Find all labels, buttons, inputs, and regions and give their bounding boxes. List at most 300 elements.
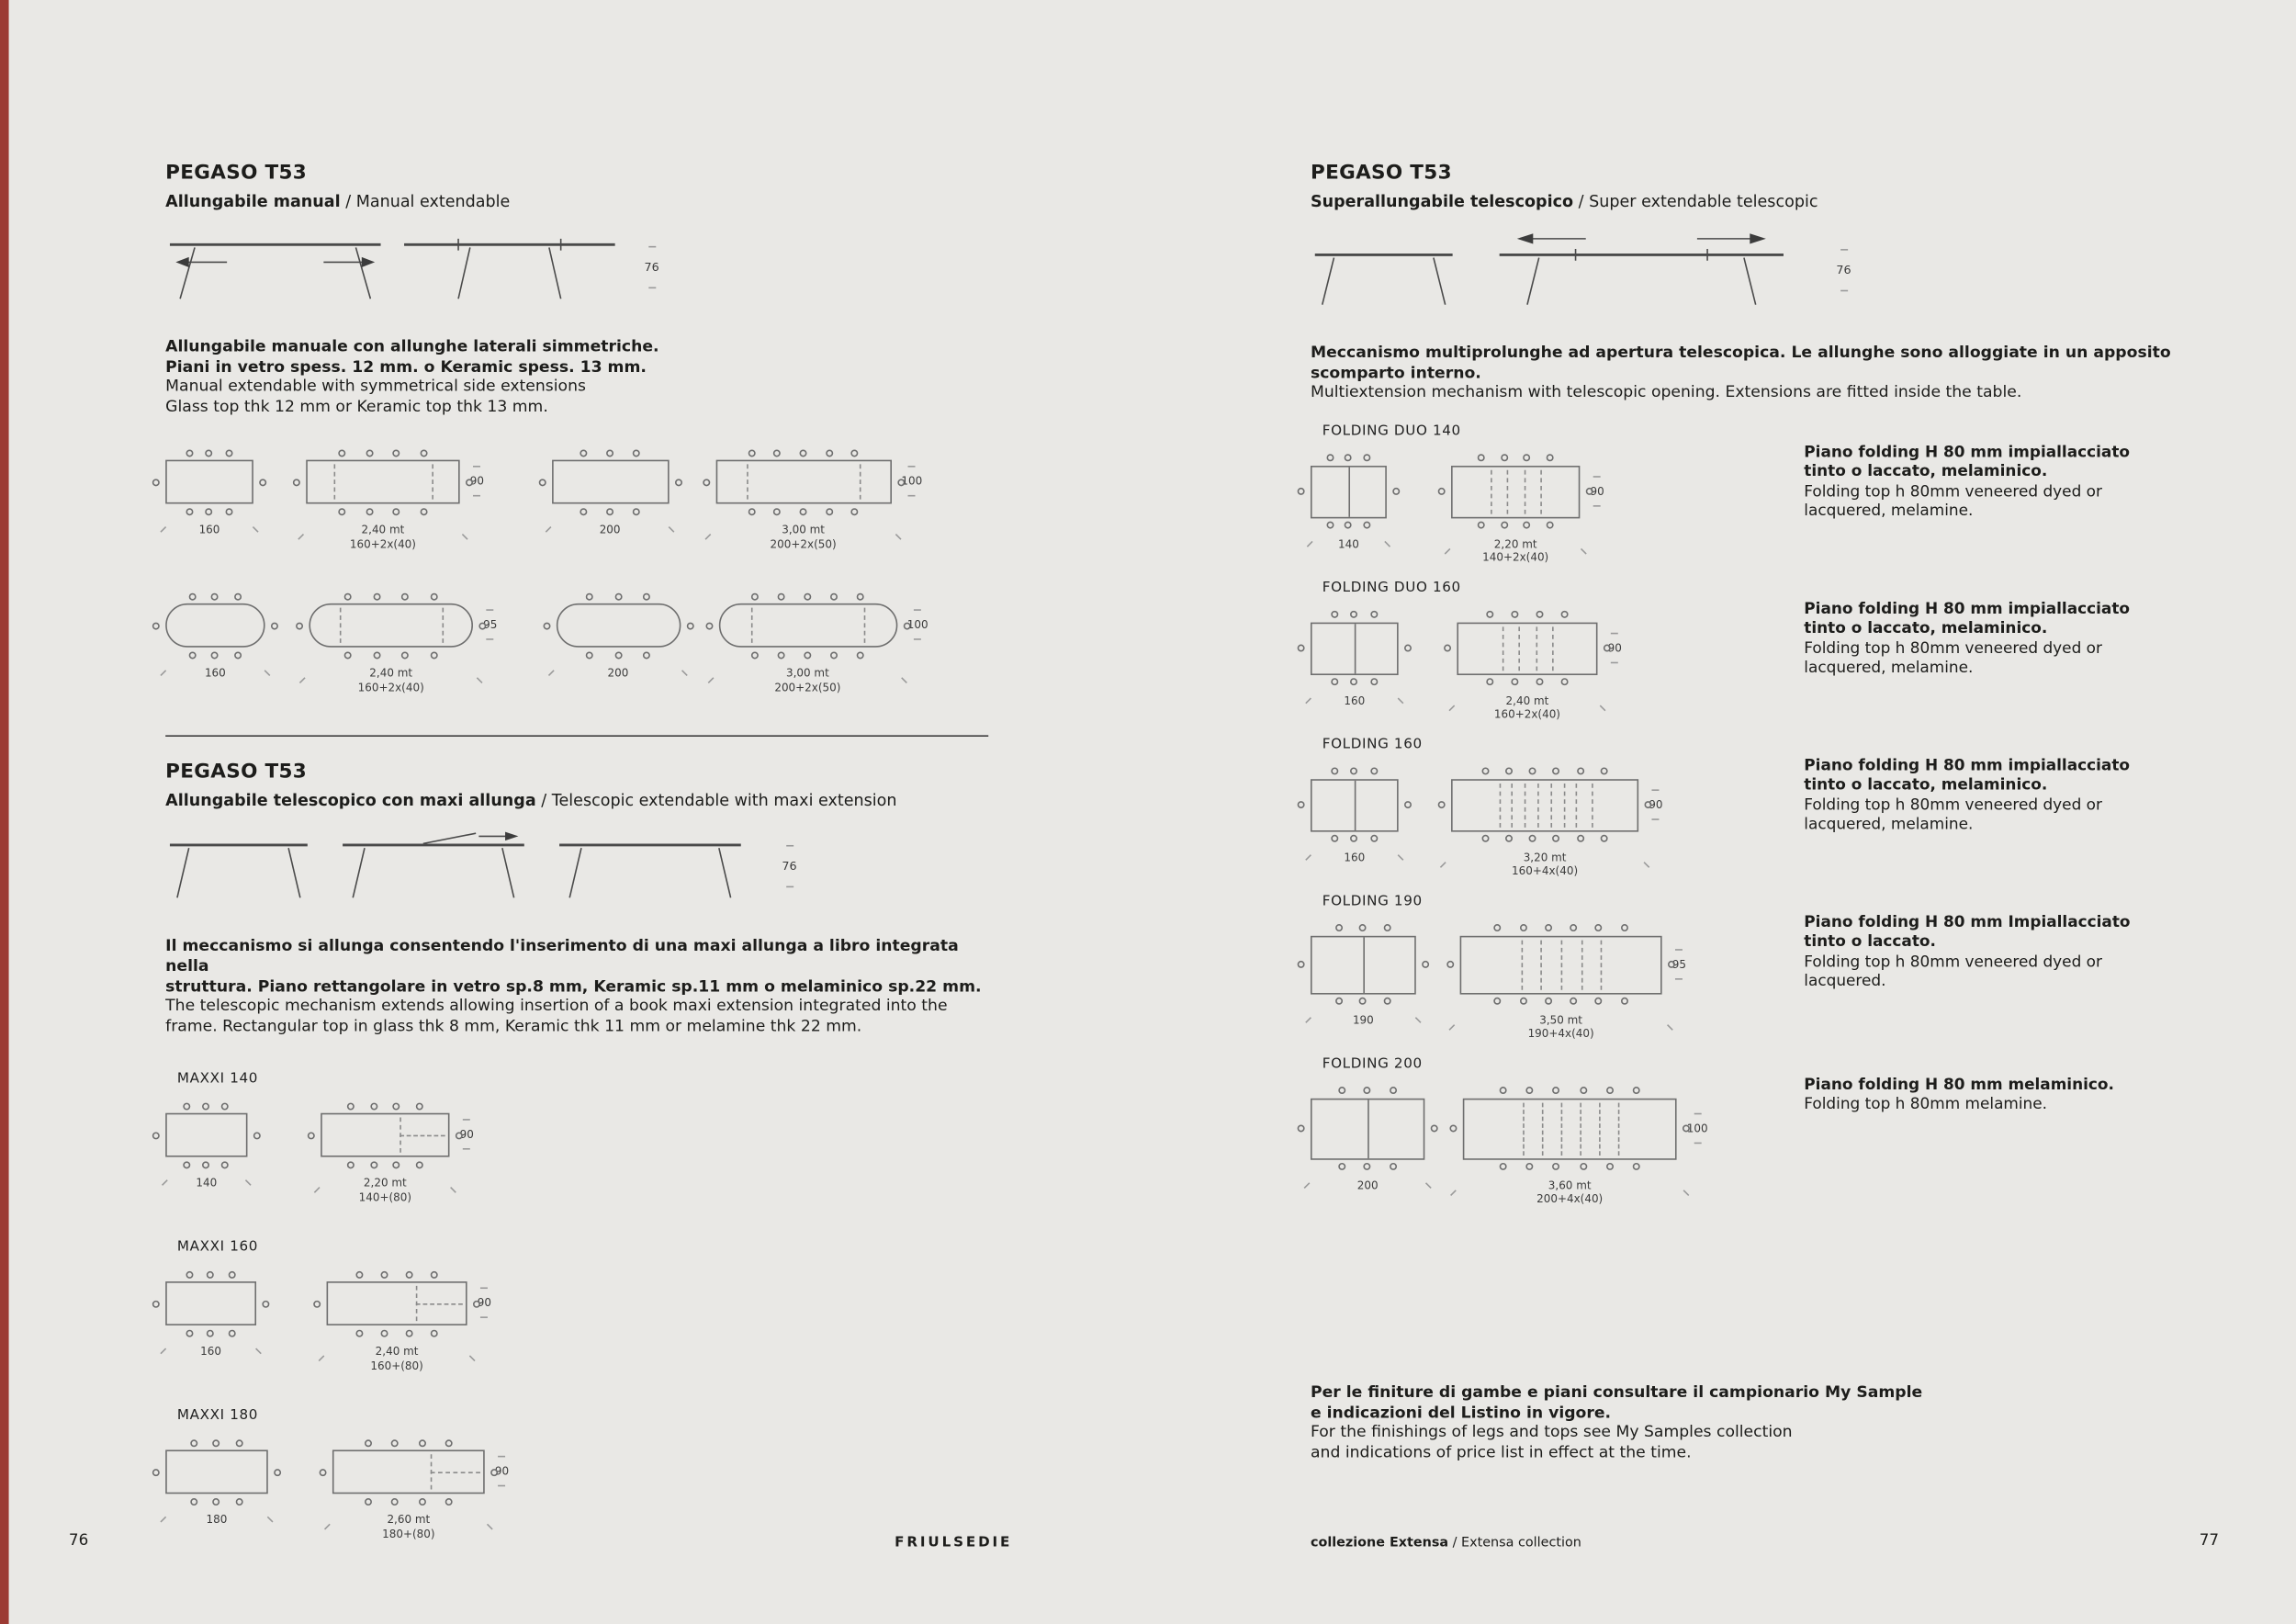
extension-dash bbox=[1581, 940, 1582, 989]
chairs-row bbox=[173, 1270, 249, 1280]
dim-tick bbox=[255, 1348, 262, 1355]
extension-dash bbox=[1563, 784, 1565, 828]
chair-icon bbox=[800, 508, 807, 515]
chair-icon bbox=[1633, 1163, 1640, 1170]
chair-icon bbox=[473, 1301, 480, 1308]
chair-icon bbox=[1383, 998, 1390, 1005]
dim-tick bbox=[480, 1317, 488, 1319]
width-label bbox=[323, 1514, 494, 1541]
brand-footer: FRIULSEDIE bbox=[895, 1534, 1013, 1551]
fold-seam bbox=[1348, 467, 1350, 516]
dim-tick bbox=[786, 885, 793, 887]
dim-value: 95 bbox=[483, 618, 498, 632]
chair-icon bbox=[1298, 802, 1305, 809]
dim-value: 160 bbox=[200, 1345, 222, 1359]
width-label bbox=[161, 1177, 253, 1190]
chair-icon bbox=[1298, 488, 1305, 495]
chairs-row bbox=[729, 507, 877, 516]
width-label bbox=[548, 667, 688, 680]
table-outline bbox=[1460, 935, 1662, 994]
chair-icon bbox=[614, 651, 622, 659]
width-label bbox=[1447, 1013, 1673, 1041]
chair-icon bbox=[686, 622, 693, 629]
dim-tick bbox=[1694, 1112, 1701, 1114]
dim-tick bbox=[1415, 1017, 1422, 1023]
extension-dash bbox=[864, 608, 866, 643]
table-mid bbox=[1311, 466, 1387, 518]
page-number-left: 76 bbox=[68, 1531, 89, 1550]
table-mid bbox=[1457, 622, 1597, 674]
width-label bbox=[1305, 694, 1403, 706]
dim-tick bbox=[487, 610, 494, 612]
width-label bbox=[1304, 1179, 1432, 1191]
dim-tick bbox=[914, 610, 921, 612]
dim-tick bbox=[1599, 705, 1605, 711]
chairs-row bbox=[1466, 834, 1623, 843]
text-line: Meccanismo multiprolunghe ad apertura telescopica. Le allunghe sono alloggiate in un apposito bbox=[1310, 343, 2171, 362]
dim-tick bbox=[1675, 949, 1683, 951]
table-side-view-closed bbox=[165, 831, 311, 902]
chairs-row bbox=[173, 1329, 249, 1338]
collection-name: collezione Extensa bbox=[1310, 1536, 1449, 1551]
chair-icon bbox=[1524, 455, 1531, 462]
chairs-row bbox=[1476, 997, 1646, 1006]
dim-value: 3,50 mt 190+4x(40) bbox=[1527, 1012, 1594, 1041]
chairs-row bbox=[561, 507, 659, 516]
chair-icon bbox=[642, 651, 649, 659]
chair-icon bbox=[1524, 522, 1531, 529]
dim-tick bbox=[681, 671, 687, 677]
dim-value: 100 bbox=[906, 618, 929, 632]
dim-value: 2,20 mt 140+2x(40) bbox=[1482, 536, 1549, 565]
chair-icon bbox=[748, 449, 755, 457]
chair-icon bbox=[391, 1439, 399, 1447]
dim-value: 2,60 mt 180+(80) bbox=[382, 1513, 435, 1541]
table-outline bbox=[551, 460, 669, 504]
chair-icon bbox=[1501, 522, 1508, 529]
table-side-view-extended bbox=[400, 231, 619, 302]
fold-dash bbox=[431, 1472, 480, 1474]
model-row bbox=[1311, 423, 2259, 565]
chairs-row bbox=[1461, 454, 1570, 463]
subtitle-bold: Allungabile telescopico con maxi allunga bbox=[165, 791, 536, 811]
dim-tick bbox=[1444, 548, 1450, 555]
extension-dash bbox=[333, 465, 335, 500]
chair-icon bbox=[1422, 961, 1429, 968]
text-line: Piano folding H 80 mm impiallacciato bbox=[1804, 756, 2131, 775]
subtitle-rest: / Telescopic extendable with maxi extension bbox=[535, 791, 897, 811]
chair-icon bbox=[1351, 768, 1358, 775]
model-note bbox=[1804, 423, 2173, 565]
dim-tick bbox=[252, 527, 258, 534]
model-block bbox=[165, 1071, 988, 1204]
chairs-row bbox=[733, 651, 883, 660]
chair-icon bbox=[152, 1132, 160, 1139]
chairs-row bbox=[174, 651, 257, 660]
chair-icon bbox=[586, 593, 593, 601]
text-line: Piano folding H 80 mm impiallacciato bbox=[1804, 443, 2131, 461]
table-mid bbox=[556, 603, 681, 648]
model-diagrams bbox=[1311, 423, 1804, 565]
chair-icon bbox=[1494, 925, 1502, 932]
dim-value: 95 bbox=[1671, 957, 1687, 971]
chairs-row bbox=[331, 1102, 439, 1111]
dim-value: 90 bbox=[1649, 797, 1663, 811]
chair-icon bbox=[1444, 645, 1451, 652]
extend-arrow-right-icon bbox=[505, 832, 518, 841]
chair-icon bbox=[1446, 961, 1454, 968]
dim-tick bbox=[1304, 1182, 1311, 1189]
depth-dimension bbox=[907, 610, 929, 640]
model-diagrams bbox=[1311, 893, 1804, 1041]
chair-icon bbox=[1580, 1163, 1587, 1170]
chair-icon bbox=[1351, 611, 1358, 618]
dim-tick bbox=[161, 1180, 167, 1187]
text-line: Folding top h 80mm veneered dyed or bbox=[1804, 795, 2102, 814]
dim-tick bbox=[1307, 541, 1313, 547]
chair-icon bbox=[538, 479, 546, 486]
chair-icon bbox=[1359, 998, 1367, 1005]
chair-icon bbox=[1327, 522, 1334, 529]
table-outline bbox=[332, 1450, 485, 1494]
dim-value: 160 bbox=[1344, 694, 1366, 707]
chair-icon bbox=[366, 508, 373, 515]
chair-icon bbox=[262, 1301, 269, 1308]
dim-tick bbox=[1683, 1190, 1689, 1196]
dim-value: 90 bbox=[477, 1296, 491, 1310]
dim-tick bbox=[473, 467, 480, 468]
text-line: Il meccanismo si allunga consentendo l'inserimento di una maxi allunga a libro integrata nella bbox=[165, 936, 959, 976]
table-mid bbox=[327, 1282, 467, 1326]
chair-icon bbox=[1536, 679, 1544, 686]
table-top-view-extended bbox=[327, 1268, 467, 1373]
table-top-view-extended bbox=[1463, 1083, 1677, 1206]
description bbox=[165, 337, 988, 417]
chair-icon bbox=[1298, 645, 1305, 652]
dim-value: 200 bbox=[607, 667, 629, 681]
dim-value: 2,40 mt 160+2x(40) bbox=[349, 523, 416, 551]
chair-icon bbox=[401, 651, 409, 659]
chair-icon bbox=[406, 1271, 413, 1279]
text-line: Folding top h 80mm melamine. bbox=[1804, 1095, 2048, 1114]
chair-icon bbox=[705, 622, 713, 629]
dim-tick bbox=[914, 639, 921, 641]
chair-icon bbox=[208, 1271, 215, 1279]
chair-icon bbox=[1477, 455, 1484, 462]
chair-icon bbox=[1331, 768, 1338, 775]
width-label bbox=[160, 667, 271, 680]
chair-icon bbox=[1595, 925, 1603, 932]
dim-value: 3,00 mt 200+2x(50) bbox=[770, 523, 837, 551]
chair-icon bbox=[1338, 1163, 1345, 1170]
chair-icon bbox=[293, 479, 300, 486]
chair-icon bbox=[1561, 611, 1569, 618]
chair-icon bbox=[466, 479, 473, 486]
chair-icon bbox=[186, 1271, 194, 1279]
dim-value: 90 bbox=[1590, 484, 1604, 498]
table-side-view-closed bbox=[1311, 231, 1457, 308]
text-line: struttura. Piano rettangolare in vetro sp.8 mm, Keramic sp.11 mm o melaminico sp.22 mm. bbox=[165, 976, 982, 996]
table-outline bbox=[1463, 1098, 1677, 1159]
chair-icon bbox=[1486, 679, 1493, 686]
table-mid bbox=[321, 1113, 449, 1157]
side-view-row bbox=[165, 231, 988, 302]
chair-icon bbox=[190, 1439, 197, 1447]
width-label bbox=[1305, 851, 1403, 863]
extension-dash bbox=[1542, 1102, 1544, 1155]
chairs-row bbox=[1319, 997, 1407, 1006]
extension-dash bbox=[1561, 1102, 1563, 1155]
text-line: Folding top h 80mm veneered dyed or bbox=[1804, 639, 2102, 658]
chair-icon bbox=[1482, 768, 1490, 775]
table-top-view-closed bbox=[551, 445, 669, 536]
chair-icon bbox=[1331, 835, 1338, 842]
chair-icon bbox=[1345, 455, 1352, 462]
chair-icon bbox=[586, 651, 593, 659]
chair-icon bbox=[490, 1469, 498, 1476]
chair-icon bbox=[1506, 768, 1514, 775]
extension-dash bbox=[1491, 469, 1492, 513]
dim-value: 2,40 mt 160+(80) bbox=[370, 1345, 423, 1372]
chairs-row bbox=[172, 1160, 241, 1169]
chair-icon bbox=[1620, 998, 1627, 1005]
dim-tick bbox=[901, 678, 907, 684]
model-diagrams bbox=[1311, 580, 1804, 722]
dim-tick bbox=[267, 1517, 274, 1523]
width-label bbox=[1306, 537, 1391, 550]
chair-icon bbox=[903, 622, 910, 629]
chair-icon bbox=[234, 651, 242, 659]
chair-icon bbox=[1606, 1087, 1614, 1094]
dim-tick bbox=[1840, 248, 1848, 250]
chairs-row bbox=[566, 651, 670, 660]
text-line: tinto o laccato. bbox=[1804, 932, 1936, 952]
dim-tick bbox=[499, 1456, 506, 1458]
table-outline bbox=[1457, 622, 1597, 674]
text-line: Folding top h 80mm veneered dyed or bbox=[1804, 953, 2102, 971]
chair-icon bbox=[1331, 611, 1338, 618]
dim-tick bbox=[669, 527, 675, 534]
width-label bbox=[313, 1177, 457, 1204]
dim-tick bbox=[499, 1485, 506, 1487]
extension-dash bbox=[1541, 469, 1543, 513]
dim-tick bbox=[648, 287, 656, 288]
table-top-view-extended bbox=[1457, 607, 1597, 721]
dim-tick bbox=[1593, 505, 1601, 507]
model-diagrams bbox=[1311, 737, 1804, 879]
chair-icon bbox=[1438, 802, 1446, 809]
chair-icon bbox=[826, 508, 833, 515]
dim-tick bbox=[1675, 978, 1683, 980]
chair-icon bbox=[401, 593, 409, 601]
extension-dash bbox=[1537, 784, 1539, 828]
chair-icon bbox=[152, 1469, 160, 1476]
table-mid bbox=[165, 1450, 268, 1494]
chair-icon bbox=[1390, 1087, 1397, 1094]
table-outline bbox=[1311, 779, 1399, 831]
chair-icon bbox=[431, 1271, 438, 1279]
chairs-row bbox=[1469, 611, 1587, 620]
dim-tick bbox=[908, 467, 916, 468]
text-line: and indications of price list in effect at the time. bbox=[1310, 1442, 1692, 1461]
page-title: PEGASO T53 bbox=[165, 161, 308, 185]
table-top-view-extended bbox=[1460, 921, 1662, 1042]
chair-icon bbox=[1620, 925, 1627, 932]
chair-icon bbox=[1600, 768, 1607, 775]
chair-icon bbox=[1363, 522, 1370, 529]
extension-dash bbox=[861, 465, 862, 500]
table-side-view-extended bbox=[1495, 231, 1788, 308]
dim-tick bbox=[245, 1180, 252, 1187]
table-mid bbox=[1451, 779, 1638, 831]
model-name: MAXXI 160 bbox=[176, 1239, 259, 1256]
dim-tick bbox=[468, 1356, 475, 1362]
chair-icon bbox=[1529, 835, 1536, 842]
dim-value: 190 bbox=[1352, 1012, 1374, 1027]
table-top-view-closed bbox=[165, 1268, 256, 1359]
chair-icon bbox=[1536, 611, 1544, 618]
dim-tick bbox=[1581, 548, 1587, 555]
model-block bbox=[165, 1239, 988, 1372]
table-top-view-extended bbox=[309, 590, 473, 695]
chair-icon bbox=[189, 593, 197, 601]
chair-icon bbox=[614, 593, 622, 601]
chairs-row bbox=[319, 507, 448, 516]
dim-tick bbox=[487, 639, 494, 641]
chairs-row bbox=[1318, 834, 1391, 843]
chairs-row bbox=[338, 1270, 456, 1280]
section-divider bbox=[165, 736, 988, 738]
dim-tick bbox=[1449, 705, 1456, 711]
model-note bbox=[1804, 737, 2173, 879]
width-label bbox=[1440, 851, 1650, 878]
dim-tick bbox=[1397, 697, 1403, 704]
chair-icon bbox=[1545, 925, 1552, 932]
chair-icon bbox=[259, 479, 266, 486]
dim-tick bbox=[1643, 862, 1649, 868]
table-outline bbox=[1311, 622, 1399, 674]
text-line: lacquered. bbox=[1804, 972, 1886, 990]
chair-icon bbox=[778, 651, 785, 659]
chair-icon bbox=[751, 651, 759, 659]
fold-seam bbox=[1355, 624, 1356, 673]
chair-icon bbox=[393, 449, 400, 457]
chair-icon bbox=[606, 508, 613, 515]
dim-value: 100 bbox=[901, 475, 923, 489]
dim-tick bbox=[908, 496, 916, 498]
chairs-row bbox=[322, 651, 460, 660]
dim-tick bbox=[1397, 854, 1403, 861]
page-number-right: 77 bbox=[2199, 1531, 2220, 1550]
table-outline bbox=[165, 1450, 268, 1494]
chairs-row bbox=[1466, 767, 1623, 776]
table-mid bbox=[165, 603, 264, 648]
chairs-row bbox=[1480, 1163, 1660, 1172]
chair-icon bbox=[203, 1102, 210, 1110]
chair-icon bbox=[338, 449, 345, 457]
chairs-row bbox=[1476, 924, 1646, 933]
chair-icon bbox=[347, 1161, 355, 1168]
dim-tick bbox=[1385, 541, 1391, 547]
chair-icon bbox=[393, 508, 400, 515]
table-top-view-closed bbox=[165, 590, 264, 681]
chair-icon bbox=[1359, 925, 1367, 932]
model-diagrams bbox=[1311, 1055, 1804, 1206]
chair-icon bbox=[152, 1301, 160, 1308]
right-page bbox=[1311, 161, 2259, 1624]
extension-dash bbox=[1552, 626, 1554, 671]
page-title: PEGASO T53 bbox=[165, 761, 308, 784]
extension-dash bbox=[1521, 940, 1523, 989]
chair-icon bbox=[778, 593, 785, 601]
chair-icon bbox=[1345, 522, 1352, 529]
chairs-row bbox=[1461, 521, 1570, 530]
table-top-view-closed bbox=[1311, 1083, 1424, 1191]
extension-dash bbox=[1618, 1102, 1620, 1155]
chair-icon bbox=[1606, 1163, 1614, 1170]
model-name: FOLDING DUO 160 bbox=[1322, 580, 1461, 596]
chair-icon bbox=[1570, 925, 1577, 932]
chair-icon bbox=[226, 449, 233, 457]
model-note bbox=[1804, 893, 2173, 1041]
chairs-row bbox=[344, 1438, 472, 1448]
diagram-row bbox=[1311, 1083, 1804, 1206]
finishes-note bbox=[1311, 1382, 1922, 1462]
chair-icon bbox=[1364, 1163, 1371, 1170]
chair-icon bbox=[580, 508, 587, 515]
chair-icon bbox=[445, 1498, 453, 1506]
fold-seam bbox=[1355, 780, 1356, 829]
chair-icon bbox=[1529, 768, 1536, 775]
text-line: Manual extendable with symmetrical side extensions bbox=[165, 377, 586, 396]
chair-icon bbox=[773, 449, 781, 457]
chair-icon bbox=[1580, 1087, 1587, 1094]
width-label bbox=[707, 667, 907, 694]
chair-icon bbox=[1449, 1125, 1457, 1133]
table-outline bbox=[1451, 779, 1638, 831]
chair-icon bbox=[1383, 925, 1390, 932]
dim-tick bbox=[299, 678, 306, 684]
chairs-row bbox=[1318, 678, 1391, 687]
text-line: Piani in vetro spess. 12 mm. o Keramic spess. 13 mm. bbox=[165, 356, 647, 377]
model-name: MAXXI 180 bbox=[176, 1407, 259, 1425]
text-line: frame. Rectangular top in glass thk 8 mm, Keramic thk 11 mm or melamine thk 22 mm. bbox=[165, 1016, 862, 1035]
extension-dash bbox=[1525, 469, 1526, 513]
text-line: lacquered, melamine. bbox=[1804, 816, 1974, 834]
table-outline bbox=[1451, 466, 1580, 518]
height-dimension bbox=[782, 845, 796, 887]
chair-icon bbox=[633, 508, 640, 515]
chair-icon bbox=[1351, 835, 1358, 842]
chair-icon bbox=[228, 1271, 235, 1279]
extension-dash bbox=[1503, 626, 1504, 671]
chair-icon bbox=[1477, 522, 1484, 529]
model-name: FOLDING DUO 140 bbox=[1322, 423, 1461, 439]
chair-icon bbox=[1570, 998, 1577, 1005]
chair-icon bbox=[804, 593, 811, 601]
side-view-row bbox=[1311, 231, 2259, 308]
diagram-row bbox=[165, 445, 988, 551]
table-top-view-closed bbox=[1311, 921, 1416, 1027]
width-label bbox=[297, 524, 468, 551]
extension-dash bbox=[1525, 784, 1526, 828]
chair-icon bbox=[253, 1132, 261, 1139]
dim-value: 76 bbox=[644, 260, 659, 274]
diagram-row bbox=[165, 590, 988, 695]
chair-icon bbox=[1547, 455, 1554, 462]
chair-icon bbox=[748, 508, 755, 515]
extension-dash bbox=[400, 1118, 402, 1153]
